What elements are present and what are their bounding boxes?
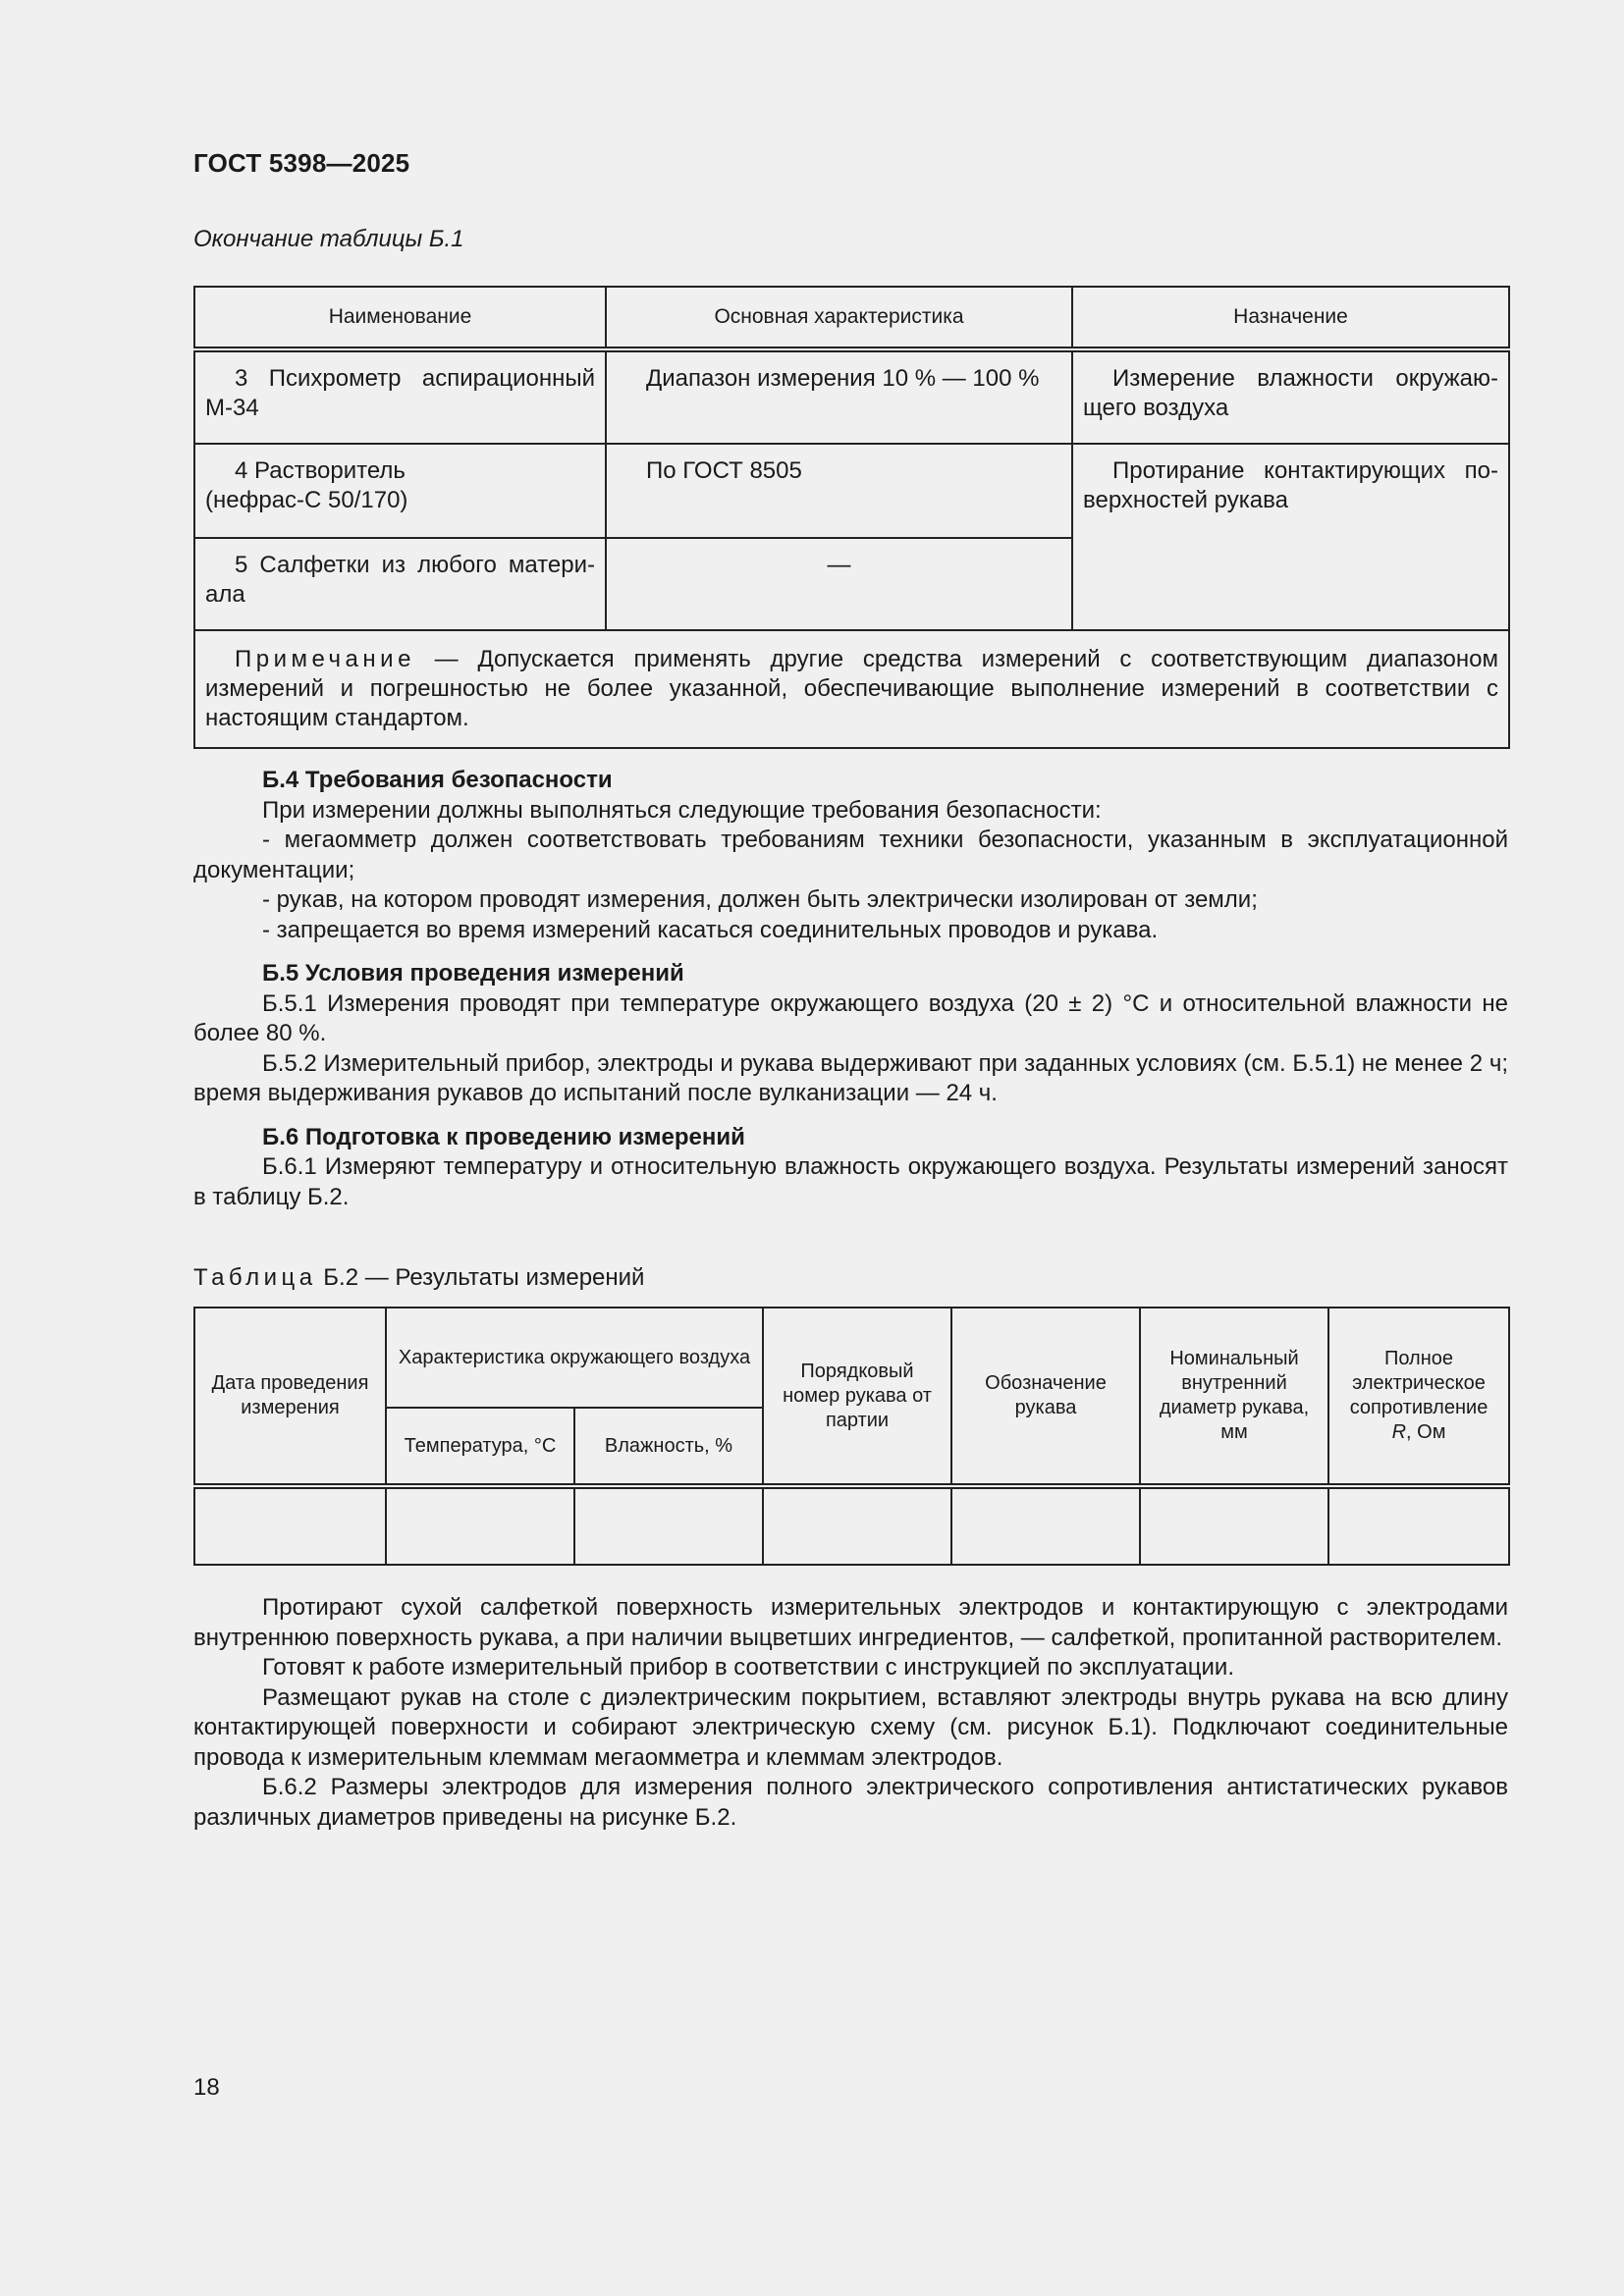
list-item: - рукав, на котором проводят измерения, должен быть электрически изолирован от земли;	[262, 886, 1258, 913]
table-cell	[1072, 349, 1509, 444]
cell-text: 4 Растворитель	[235, 457, 406, 484]
table-cell	[194, 1486, 386, 1565]
cell-text: М-34	[205, 395, 259, 421]
table-note	[194, 630, 1509, 748]
resistance-unit: , Ом	[1406, 1421, 1446, 1443]
section-heading: Б.5 Условия проведения измерений	[262, 960, 684, 987]
column-header: Основная характеристика	[606, 287, 1072, 349]
paragraph: Б.5.1 Измерения проводят при температуре окружающего воздуха (20 ± 2) °С и относительной влажности не более 80 %.	[193, 989, 1508, 1046]
resistance-label: Полное электрическое сопротивление	[1349, 1348, 1489, 1418]
column-header-designation: Обозначение рукава	[951, 1308, 1140, 1486]
cell-text: щего воздуха	[1083, 395, 1229, 421]
table-note-row	[194, 630, 1509, 748]
cell-text: 3 Психрометр аспирационный	[235, 365, 595, 392]
section-heading: Б.6 Подготовка к проведению измерений	[262, 1123, 745, 1150]
table-cell	[951, 1486, 1140, 1565]
table-cell: —	[606, 538, 1072, 630]
table-cell	[574, 1486, 763, 1565]
paragraph: Б.6.1 Измеряют температуру и относительную влажность окружающего воздуха. Результаты измерений заносят в таблицу Б.2.	[193, 1153, 1508, 1210]
table-row	[194, 1486, 1509, 1565]
column-header-temperature: Температура, °С	[386, 1408, 574, 1486]
table-continuation-caption: Окончание таблицы Б.1	[193, 226, 464, 252]
table-row	[194, 444, 1509, 538]
column-header: Назначение	[1072, 287, 1509, 349]
table-header-row	[194, 1308, 1509, 1408]
note-paragraph	[205, 645, 1498, 733]
table-cell	[606, 349, 1072, 444]
section-b6-continued	[193, 1593, 1508, 1833]
table-cell	[1140, 1486, 1328, 1565]
table-cell	[194, 444, 606, 538]
table-cell	[1328, 1486, 1509, 1565]
cell-text: верхностей рукава	[1083, 487, 1288, 513]
column-header-diameter: Номинальный внутренний диаметр рукава, мм	[1140, 1308, 1328, 1486]
caption-label: Таблица	[193, 1264, 317, 1291]
cell-text: 5 Салфетки из любого матери-	[235, 552, 595, 578]
page-number: 18	[193, 2074, 220, 2101]
section-heading: Б.4 Требования безопасности	[262, 767, 613, 793]
table-b1-end	[193, 286, 1510, 749]
paragraph: Б.5.2 Измерительный прибор, электроды и рукава выдерживают при заданных условиях (см. Б.5.1) не менее 2 ч; время выдерживания рукавов до испытаний после вулканизации — 24 ч.	[193, 1049, 1508, 1106]
column-header-date: Дата проведения измерения	[194, 1308, 386, 1486]
section-b4-b6	[193, 766, 1508, 1212]
paragraph: Б.6.2 Размеры электродов для измерения полного электрического сопротивления антистатических рукавов различных диаметров приведены на рисунке Б.2.	[193, 1774, 1508, 1831]
paragraph: Протирают сухой салфеткой поверхность измерительных электродов и контактирующую с электродами внутреннюю поверхность рукава, а при наличии выцветших ингредиентов, — салфеткой, пропитанной растворителем.	[193, 1594, 1508, 1651]
column-header-humidity: Влажность, %	[574, 1408, 763, 1486]
resistance-symbol: R	[1391, 1421, 1407, 1443]
cell-text: Диапазон измерения 10 % — 100 %	[646, 365, 1040, 392]
list-item: - мегаомметр должен соответствовать требованиям техники безопасности, указанным в эксплуатационной документации;	[193, 827, 1508, 883]
column-header-resistance	[1328, 1308, 1509, 1486]
note-label: Примечание	[235, 646, 415, 672]
paragraph: Готовят к работе измерительный прибор в соответствии с инструкцией по эксплуатации.	[262, 1654, 1234, 1681]
cell-text: Протирание контактирующих по-	[1112, 457, 1498, 484]
table-cell	[1072, 444, 1509, 630]
table-b2	[193, 1307, 1510, 1566]
list-item: - запрещается во время измерений касаться соединительных проводов и рукава.	[262, 916, 1159, 943]
table-b2-caption	[193, 1264, 644, 1292]
column-header-number: Порядковый номер рукава от партии	[763, 1308, 951, 1486]
table-cell	[763, 1486, 951, 1565]
table-cell	[194, 349, 606, 444]
note-text: — Допускается применять другие средства измерений с соответствующим диапазоном измерений и погрешностью не более указанной, обеспечивающие выполнение измерений в соответствии с настоящим стандартом.	[205, 646, 1498, 731]
cell-text: По ГОСТ 8505	[646, 457, 802, 484]
table-cell	[386, 1486, 574, 1565]
table-header-row	[194, 287, 1509, 349]
table-cell	[606, 444, 1072, 538]
paragraph: Размещают рукав на столе с диэлектрическим покрытием, вставляют электроды внутрь рукава на всю длину контактирующей поверхности и собирают электрическую схему (см. рисунок Б.1). Подключают соединительные провода к измерительным клеммам мегаомметра и клеммам электродов.	[193, 1683, 1508, 1771]
paragraph: При измерении должны выполняться следующие требования безопасности:	[262, 796, 1102, 824]
column-header: Наименование	[194, 287, 606, 349]
document-number: ГОСТ 5398—2025	[193, 148, 410, 178]
cell-text: Измерение влажности окружаю-	[1112, 365, 1498, 392]
column-header-air: Характеристика окружающего воздуха	[386, 1308, 763, 1408]
caption-text: Б.2 — Результаты измерений	[316, 1264, 645, 1291]
table-cell	[194, 538, 606, 630]
table-row	[194, 349, 1509, 444]
cell-text: ала	[205, 581, 245, 608]
cell-text: (нефрас-С 50/170)	[205, 487, 408, 513]
